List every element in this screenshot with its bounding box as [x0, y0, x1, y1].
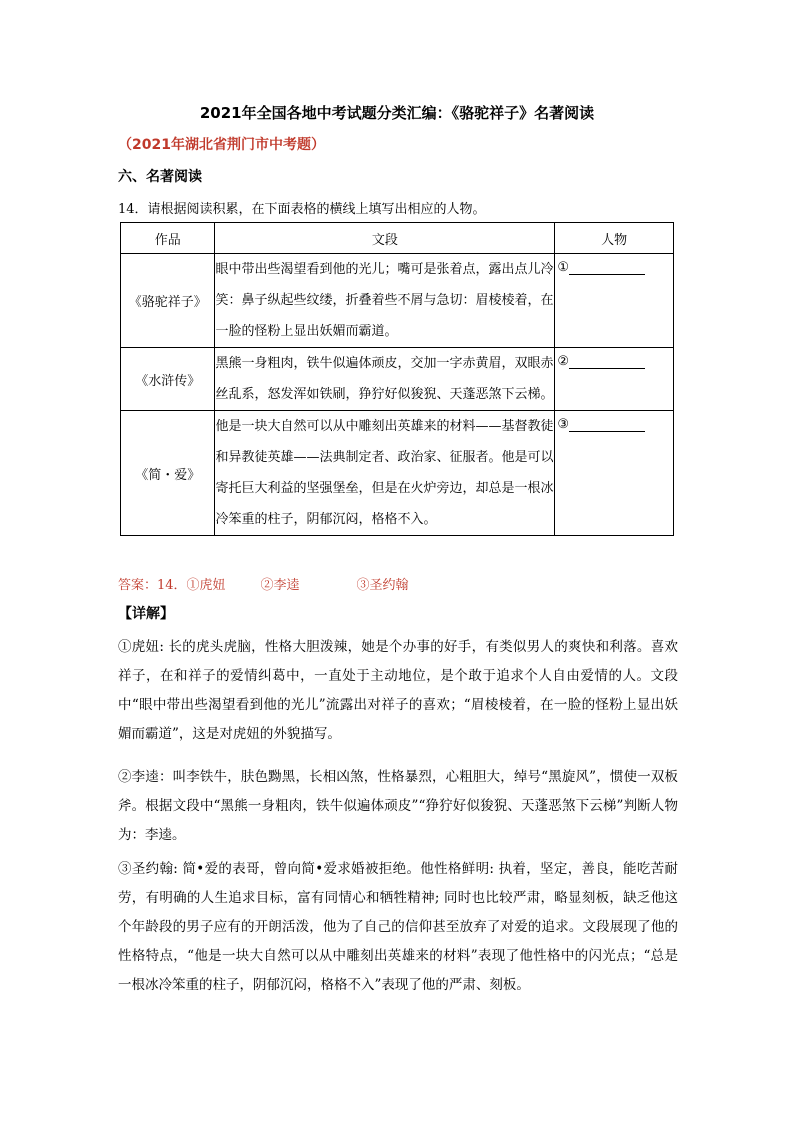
answer-item: ①虎妞	[186, 578, 226, 593]
answer-blank[interactable]	[569, 261, 645, 275]
answer-line	[118, 574, 409, 593]
table-row	[121, 411, 674, 536]
document-title: 2021年全国各地中考试题分类汇编：《骆驼祥子》名著阅读	[199, 104, 595, 122]
work-title: 《骆驼祥子》	[121, 254, 215, 348]
work-title: 《简・爱》	[121, 411, 215, 536]
answer-marker: ①	[557, 260, 570, 275]
detail-heading: 【详解】	[118, 606, 174, 622]
work-title: 《水浒传》	[121, 348, 215, 411]
explanation-paragraph: ①虎妞: 长的虎头虎脑，性格大胆泼辣，她是个办事的好手，有类似男人的爽快和利落。喜欢祥子，在和祥子的爱情纠葛中，一直处于主动地位，是个敢于追求个人自由爱情的人。文段中“眼中带出些渴望看到他的光儿”流露出对祥子的喜欢；“眉棱棱着，在一脸的怪粉上显出妖媚而霸道”，这是对虎妞的外貌描写。	[118, 639, 678, 742]
passage-text: 他是一块大自然可以从中雕刻出英雄来的材料——基督教徒和异教徒英雄——法典制定者、政治家、征服者。他是可以寄托巨大利益的坚强堡垒，但是在火炉旁边，却总是一根冰冷笨重的柱子，阴郁沉闷，格格不入。	[215, 411, 555, 536]
answer-item: ②李逵	[260, 578, 300, 593]
question-table	[120, 222, 674, 536]
answer-blank[interactable]	[569, 418, 645, 432]
answer-item: ③圣约翰	[356, 578, 409, 593]
answer-cell	[555, 254, 674, 348]
answer-cell	[555, 411, 674, 536]
header-work: 作品	[121, 223, 215, 254]
table-row	[121, 348, 674, 411]
answer-cell	[555, 348, 674, 411]
table-row	[121, 254, 674, 348]
answer-marker: ②	[557, 354, 570, 369]
header-passage: 文段	[215, 223, 555, 254]
table-header-row	[121, 223, 674, 254]
explanation-paragraph: ③圣约翰: 简•爱的表哥，曾向简•爱求婚被拒绝。他性格鲜明: 执着，坚定，善良，能吃苦耐劳，有明确的人生追求目标，富有同情心和牺牲精神; 同时也比较严肃，略显刻板，缺乏他这个年龄段的男子应有的开朗活泼，他为了自己的信仰甚至放弃了对爱的追求。文段展现了他的性格特点，“他是一块大自然可以从中雕刻出英雄来的材料”表现了他性格中的闪光点；“总是一根冰冷笨重的柱子，阴郁沉闷，格格不入”表现了他的严肃、刻板。	[118, 861, 678, 993]
passage-text: 黑熊一身粗肉，铁牛似遍体顽皮，交加一字赤黄眉，双眼赤丝乱系，怒发浑如铁刷，狰狞好似狻猊、天蓬恶煞下云梯。	[215, 348, 555, 411]
header-person: 人物	[555, 223, 674, 254]
answer-blank[interactable]	[569, 355, 645, 369]
section-heading: 六、名著阅读	[118, 169, 202, 185]
answer-marker: ③	[557, 417, 570, 432]
exam-source: （2021年湖北省荆门市中考题）	[118, 137, 325, 153]
explanation-paragraph: ②李逵：叫李铁牛，肤色黝黑，长相凶煞，性格暴烈，心粗胆大，绰号“黑旋风”，惯使一双板斧。根据文段中“黑熊一身粗肉，铁牛似遍体顽皮”“狰狞好似狻猊、天蓬恶煞下云梯”判断人物为：李逵。	[118, 769, 678, 843]
question-text: 14．请根据阅读积累，在下面表格的横线上填写出相应的人物。	[118, 202, 486, 217]
passage-text: 眼中带出些渴望看到他的光儿；嘴可是张着点，露出点儿冷笑：鼻子纵起些纹缕，折叠着些不屑与急切：眉棱棱着，在一脸的怪粉上显出妖媚而霸道。	[215, 254, 555, 348]
answer-prefix: 答案：14．	[118, 578, 187, 593]
